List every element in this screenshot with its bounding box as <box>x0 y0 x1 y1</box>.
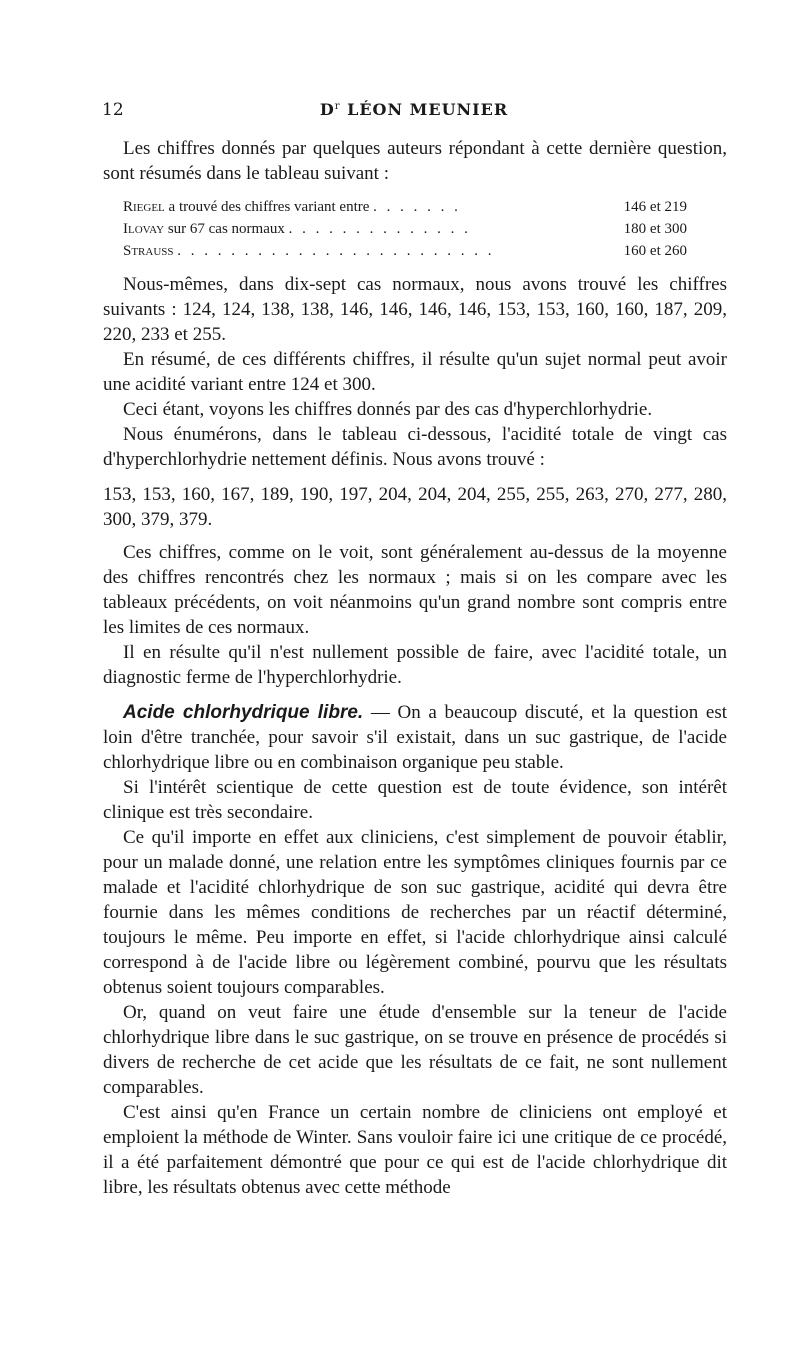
dot-leader: . . . . . . . <box>373 199 461 215</box>
paragraph-methods: Or, quand on veut faire une étude d'ensemble sur la teneur de l'acide chlorhydrique libre dans le suc gastrique, on se trouve en présence de procédés si divers de recherche de cet acide que les résultats de ce fait, ne sont nullement comparables. <box>103 1002 727 1098</box>
values-list: 153, 153, 160, 167, 189, 190, 197, 204, 204, 204, 255, 255, 263, 270, 277, 280, 300, 379, 379. <box>103 484 727 530</box>
title-prefix: D <box>319 100 335 119</box>
table-value: 160 et 260 <box>623 243 687 259</box>
section-paragraph <box>103 700 727 775</box>
body-text <box>103 136 727 1200</box>
paragraph-hyperchlorhydria-intro: Ceci étant, voyons les chiffres donnés par des cas d'hyperchlorhydrie. <box>123 399 653 420</box>
paragraph-conclusion: Il en résulte qu'il n'est nullement possible de faire, avec l'acidité totale, un diagnostic ferme de l'hyperchlorhydrie. <box>103 642 727 688</box>
table-row <box>123 240 687 262</box>
table-row <box>123 196 687 218</box>
intro-paragraph: Les chiffres donnés par quelques auteurs répondant à cette dernière question, sont résumés dans le tableau suivant : <box>103 138 727 184</box>
author-name: Ilovay <box>123 221 165 237</box>
paragraph-clinicians: Ce qu'il importe en effet aux cliniciens, c'est simplement de pouvoir établir, pour un malade donné, une relation entre les symptômes cliniques fournis par ce malade et l'acidité chlorhydrique de son suc gastrique, acidité qui devra être fournie dans les mêmes conditions de recherches par un réactif déterminé, toujours le même. Peu importe en effet, si l'acide chlorhydrique ainsi calculé correspond à de l'acide libre ou légèrement combiné, pourvu que les résultats obtenus soient toujours comparables. <box>103 827 727 998</box>
dot-leader: . . . . . . . . . . . . . . <box>288 221 471 237</box>
section-heading: Acide chlorhydrique libre. <box>123 702 364 723</box>
table-row-label <box>123 196 591 218</box>
table-row-label <box>123 240 591 262</box>
author-text: sur 67 cas normaux <box>167 221 285 237</box>
author-text: a trouvé des chiffres variant entre <box>168 199 370 215</box>
dot-leader: . . . . . . . . . . . . . . . . . . . . . . . . <box>177 243 495 259</box>
table-row-label <box>123 218 591 240</box>
paragraph-interest: Si l'intérêt scientique de cette question est de toute évidence, son intérêt clinique est très secondaire. <box>103 777 727 823</box>
table-value: 146 et 219 <box>623 199 687 215</box>
table-row <box>123 218 687 240</box>
paragraph-normal-values: Nous-mêmes, dans dix-sept cas normaux, nous avons trouvé les chiffres suivants : 124, 124, 138, 138, 146, 146, 146, 146, 153, 153, 160, 160, 187, 209, 220, 233 et 255. <box>103 274 727 345</box>
reference-table <box>123 196 687 262</box>
section-text: — On a beaucoup discuté, et la question est loin d'être tranchée, pour savoir s'il existait, dans un suc gastrique, de l'acide chlorhydrique libre ou en combinaison organique peu stable. <box>103 702 727 773</box>
author-name: Riegel <box>123 199 165 215</box>
author-name: Strauss <box>123 243 174 259</box>
page-number: 12 <box>102 100 124 120</box>
paragraph-winter: C'est ainsi qu'en France un certain nombre de cliniciens ont employé et emploient la méthode de Winter. Sans vouloir faire ici une critique de ce procédé, il a été parfaitement démontré que pour ce qui est de l'acide chlorhydrique dit libre, les résultats obtenus avec cette méthode <box>103 1102 727 1198</box>
running-title <box>102 100 726 119</box>
paragraph-comparison: Ces chiffres, comme on le voit, sont généralement au-dessus de la moyenne des chiffres rencontrés chez les normaux ; mais si on les compare avec les tableaux précédents, on voit néanmoins qu'un grand nombre sont compris entre les limites de ces normaux. <box>103 542 727 638</box>
page-header <box>102 100 726 124</box>
paragraph-summary: En résumé, de ces différents chiffres, il résulte qu'un sujet normal peut avoir une acidité variant entre 124 et 300. <box>103 349 727 395</box>
paragraph-enumeration: Nous énumérons, dans le tableau ci-dessous, l'acidité totale de vingt cas d'hyperchlorhydrie nettement définis. Nous avons trouvé : <box>103 424 727 470</box>
title-sup: r <box>334 101 341 112</box>
table-value: 180 et 300 <box>623 221 687 237</box>
title-name: LÉON MEUNIER <box>347 100 509 119</box>
